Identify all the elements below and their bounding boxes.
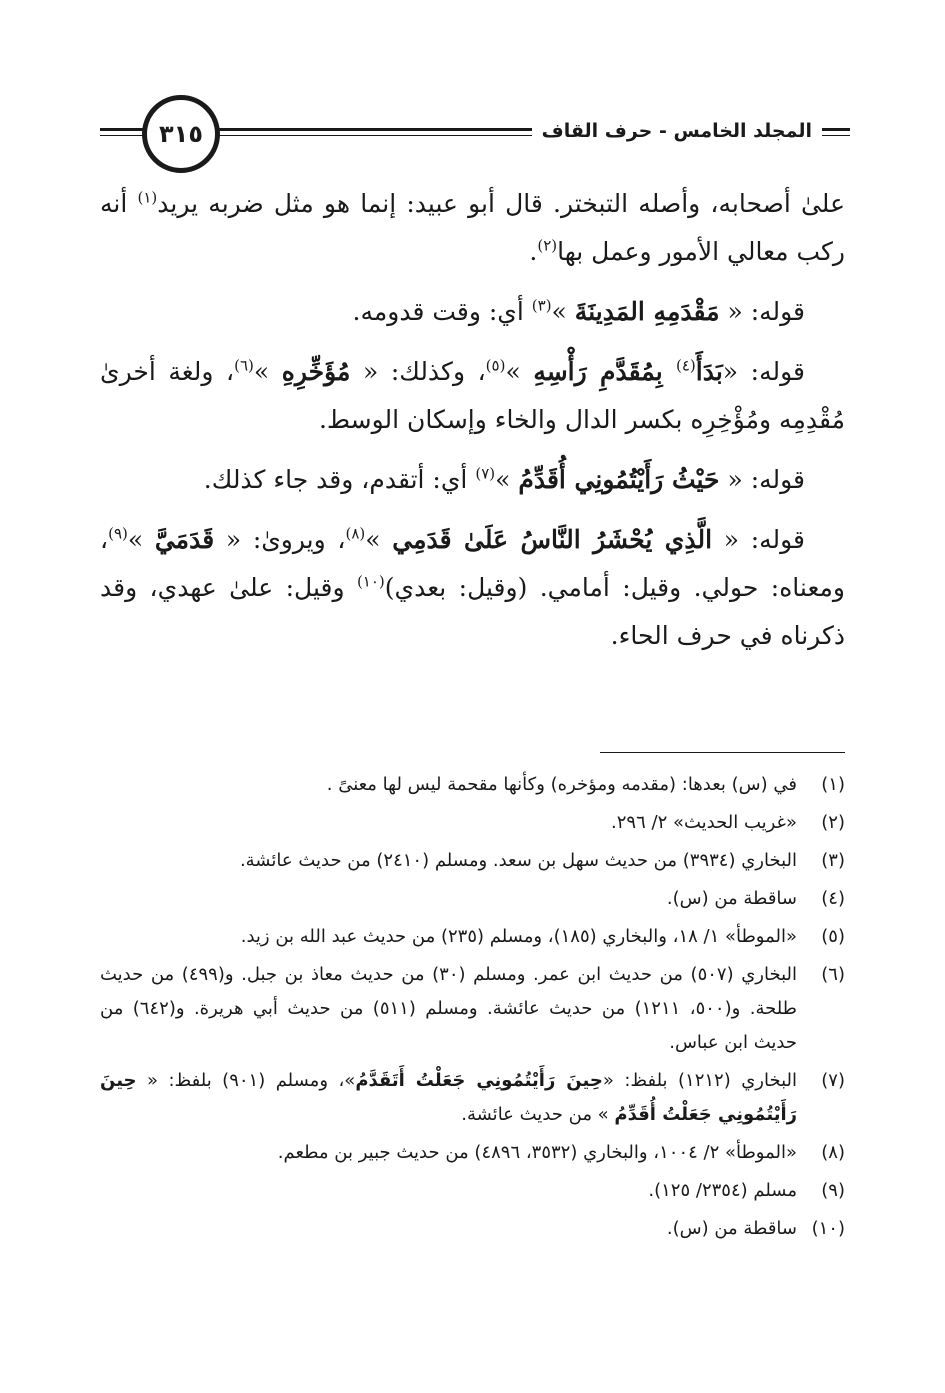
paragraph-3 [100,348,845,444]
running-header [100,92,850,172]
hadith-quote: حَيْثُ رَأَيْتُمُونِي أُقَدِّمُ [518,465,720,494]
text-run: » [495,465,519,494]
footnote-ref[interactable]: (٤) [675,356,696,375]
footnote-number: (١) [821,774,845,795]
footnote-number: (٣) [821,850,845,871]
paragraph-2 [100,288,845,336]
footnote-text: «الموطأ» ١/ ١٨، والبخاري (١٨٥)، ومسلم (٢٣٥) من حديث عبد الله بن زيد. [240,926,797,947]
footnote-item [100,920,845,954]
hadith-quote: قَدَمَيَّ [154,525,215,554]
footnote-number: (١٠) [811,1218,845,1239]
paragraph-4 [100,456,845,504]
text-run: قوله: « [712,525,806,554]
text-run: » [505,357,534,386]
footnote-text [100,1064,797,1132]
footnote-ref[interactable]: (٧) [475,464,496,483]
footnote-item [100,1136,845,1170]
text-run: أي: وقت قدومه. [352,297,532,326]
text-run: » [253,357,282,386]
footnote-text: البخاري (٣٩٣٤) من حديث سهل بن سعد. ومسلم (٢٤١٠) من حديث عائشة. [239,850,797,871]
footnote-ref[interactable]: (٥) [485,356,506,375]
text-run: . [529,237,538,266]
main-text [100,180,845,660]
text-run: ، ولغة أخرىٰ مُقْدِمِه ومُؤْخِرِه بكسر الدال والخاء وإسكان الوسط. [100,357,845,434]
footnote-number: (٥) [821,926,845,947]
footnote-ref[interactable]: (٢) [537,236,558,255]
footnote-text: ساقطة من (س). [666,1218,797,1239]
footnote-item [100,882,845,916]
footnote-text: البخاري (٥٠٧) من حديث ابن عمر. ومسلم (٣٠) من حديث معاذ بن جبل. و(٤٩٩) من حديث طلحة. و(٥٠٠، ١٢١١) من حديث عائشة. ومسلم (٥١١) من حديث أبي هريرة. و(٦٤٢) من حديث ابن عباس. [100,964,797,1053]
text-run: »، ومسلم (٩٠١) بلفظ: « [136,1070,356,1091]
footnote-separator [600,752,845,753]
text-run: قوله: « [719,465,805,494]
footnote-ref[interactable]: (٦) [234,356,254,375]
text-run: قوله: « [719,297,805,326]
footnote-text: «الموطأ» ٢/ ١٠٠٤، والبخاري (٣٥٣٢، ٤٨٩٦) من حديث جبير بن مطعم. [277,1142,797,1163]
footnote-number: (٧) [821,1070,845,1091]
footnote-item [100,844,845,878]
footnote-number: (٦) [821,964,845,985]
hadith-quote: حِينَ رَأَيْتُمُونِي جَعَلْتُ أُقَدِّمُ [100,1070,797,1125]
footnote-text: «غريب الحديث» ٢/ ٢٩٦. [611,812,797,833]
footnote-text: مسلم (٢٣٥٤/ ١٢٥). [648,1180,797,1201]
footnote-item [100,958,845,1060]
footnote-number: (٢) [821,812,845,833]
text-run: أي: أتقدم، وقد جاء كذلك. [203,465,476,494]
footnote-number: (٨) [821,1142,845,1163]
hadith-quote: بَدَأَ [695,357,723,386]
hadith-quote: مُؤَخِّرِهِ [281,357,351,386]
page-number: ٣١٥ [142,95,220,173]
footnote-ref[interactable]: (١٠) [356,572,385,591]
hadith-quote: الَّذِي يُحْشَرُ النَّاسُ عَلَىٰ قَدَمِي [392,525,713,554]
footnote-item [100,806,845,840]
footnote-ref[interactable]: (٩) [108,524,128,543]
text-run: » من حديث عائشة. [461,1104,615,1125]
text-run: أنه ركب معالي الأمور وعمل بها [100,189,845,266]
text-run: علىٰ أصحابه، وأصله التبختر. قال أبو عبيد: إنما هو مثل ضربه يريد [157,189,845,218]
footnote-text: ساقطة من (س). [666,888,797,909]
footnote-number: (٤) [821,888,845,909]
footnote-item [100,1064,845,1132]
footnote-item [100,1212,845,1246]
text-run: وقيل: علىٰ عهدي، وقد ذكرناه في حرف الحاء. [100,573,845,650]
paragraph-1 [100,180,845,276]
footnote-item [100,1174,845,1208]
footnote-ref[interactable]: (٣) [531,296,552,315]
text-run: » [365,525,393,554]
hadith-quote: حِينَ رَأَيْتُمُونِي جَعَلْتُ أَتَقَدَّمُ [355,1070,603,1091]
hadith-quote: بِمُقَدَّمِ رَأْسِهِ [533,357,676,386]
footnote-number: (٩) [821,1180,845,1201]
footnote-item [100,768,845,802]
text-run: البخاري (١٢١٢) بلفظ: « [602,1070,798,1091]
footnote-text: في (س) بعدها: (مقدمه ومؤخره) وكأنها مقحمة ليس لها معنىً . [326,774,797,795]
footnote-ref[interactable]: (١) [137,188,158,207]
text-run: قوله: « [722,357,805,386]
text-run: ، وكذلك: « [350,357,486,386]
text-run: » [551,297,575,326]
hadith-quote: مَقْدَمِهِ المَدِينَةَ [574,297,720,326]
footnote-ref[interactable]: (٨) [345,524,366,543]
running-title: المجلد الخامس - حرف القاف [532,118,822,144]
text-run: ، ومعناه: حولي. وقيل: أمامي. (وقيل: بعدي) [100,525,845,602]
paragraph-5 [100,516,845,660]
text-run: ، ويروىٰ: « [214,525,346,554]
footnotes [100,768,845,1250]
text-run: » [127,525,155,554]
